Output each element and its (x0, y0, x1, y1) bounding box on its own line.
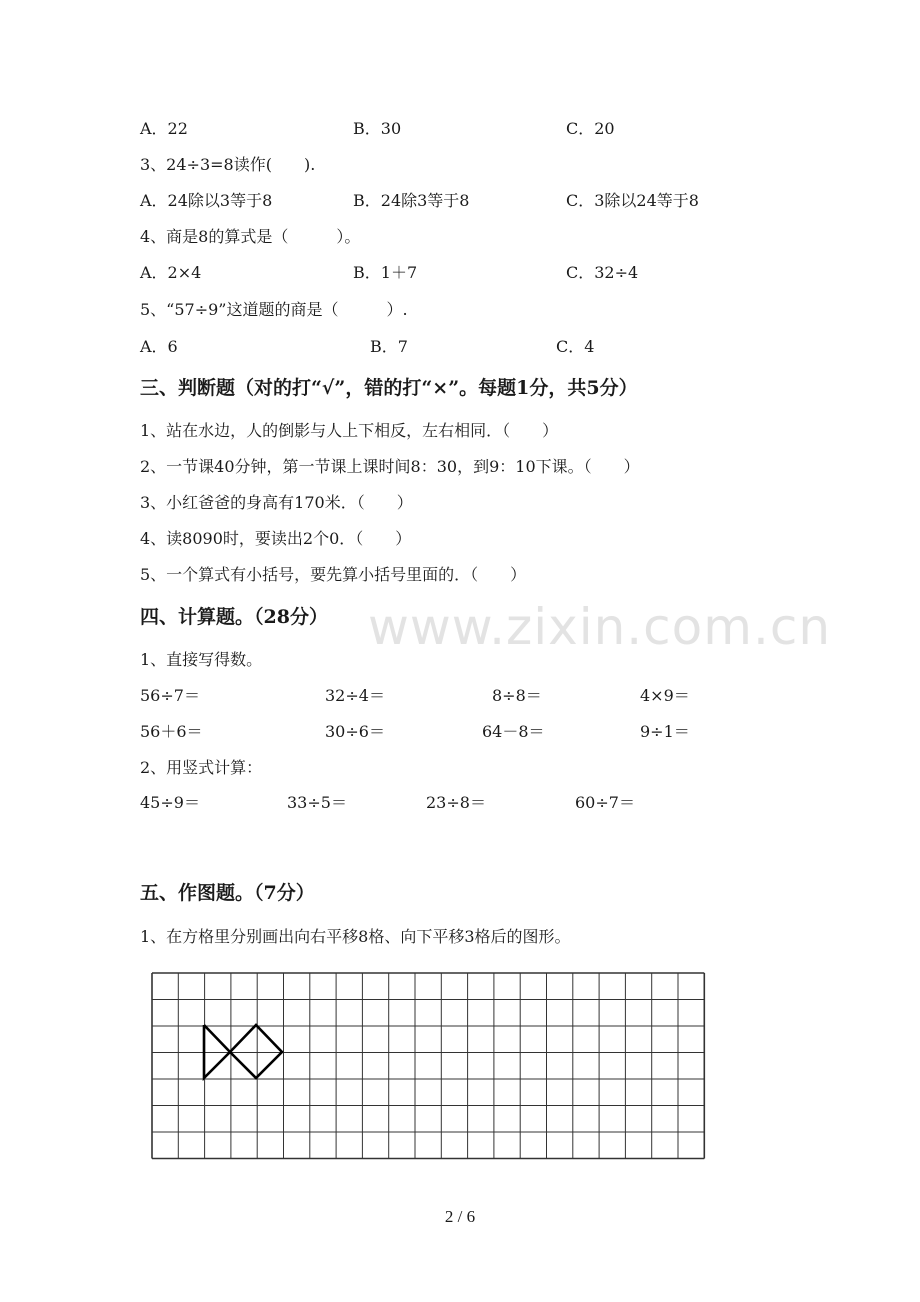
calc-part-1-title: 1、直接写得数。 (140, 650, 263, 669)
q5-option-c: C．4 (556, 337, 595, 356)
grid-lines (152, 973, 704, 1159)
triangle-shape (204, 1025, 230, 1078)
vertical-calc-item: 33÷5＝ (287, 793, 347, 812)
q4-option-c: C．32÷4 (566, 263, 639, 282)
calc-item: 32÷4＝ (325, 686, 385, 705)
drawing-instruction: 1、在方格里分别画出向右平移8格、向下平移3格后的图形。 (140, 927, 571, 946)
q2-option-a: A．22 (140, 119, 188, 138)
q3-option-c: C．3除以24等于8 (566, 191, 699, 210)
drawing-grid[interactable] (150, 971, 710, 1163)
page-number: 2 / 6 (444, 1207, 476, 1226)
diamond-shape (230, 1025, 282, 1078)
calc-item: 30÷6＝ (325, 722, 385, 741)
q4-text: 4、商是8的算式是（ ）。 (140, 227, 361, 246)
q5-option-b: B．7 (370, 337, 408, 356)
section-3-heading: 三、判断题（对的打“√”，错的打“×”。每题1分，共5分） (140, 377, 638, 399)
vertical-calc-item: 23÷8＝ (426, 793, 486, 812)
q3-text: 3、24÷3=8读作( ). (140, 155, 316, 174)
section-4-heading: 四、计算题。（28分） (140, 606, 328, 628)
calc-item: 56＋6＝ (140, 722, 203, 741)
judgment-item-4: 4、读8090时，要读出2个0．（ ） (140, 529, 412, 548)
q3-option-b: B．24除3等于8 (353, 191, 470, 210)
vertical-calc-item: 45÷9＝ (140, 793, 200, 812)
calc-part-2-title: 2、用竖式计算： (140, 758, 263, 777)
judgment-item-5: 5、一个算式有小括号，要先算小括号里面的．（ ） (140, 565, 527, 584)
calc-item: 64－8＝ (482, 722, 545, 741)
calc-item: 9÷1＝ (640, 722, 690, 741)
judgment-item-1: 1、站在水边，人的倒影与人上下相反，左右相同．（ ） (140, 421, 559, 440)
bow-tie-shape (204, 1025, 282, 1078)
q4-option-b: B．1＋7 (353, 263, 418, 282)
watermark: www.zixin.com.cn (368, 598, 832, 656)
calc-item: 56÷7＝ (140, 686, 200, 705)
judgment-item-3: 3、小红爸爸的身高有170米．（ ） (140, 493, 413, 512)
calc-item: 4×9＝ (640, 686, 690, 705)
q5-option-a: A．6 (140, 337, 178, 356)
q5-text: 5、“57÷9”这道题的商是（ ）. (140, 300, 408, 319)
vertical-calc-item: 60÷7＝ (575, 793, 635, 812)
section-5-heading: 五、作图题。（7分） (140, 882, 315, 904)
q2-option-b: B．30 (353, 119, 402, 138)
q4-option-a: A．2×4 (140, 263, 202, 282)
q2-option-c: C．20 (566, 119, 615, 138)
q3-option-a: A．24除以3等于8 (140, 191, 273, 210)
judgment-item-2: 2、一节课40分钟，第一节课上课时间8：30，到9：10下课。（ ） (140, 457, 640, 476)
calc-item: 8÷8＝ (492, 686, 542, 705)
